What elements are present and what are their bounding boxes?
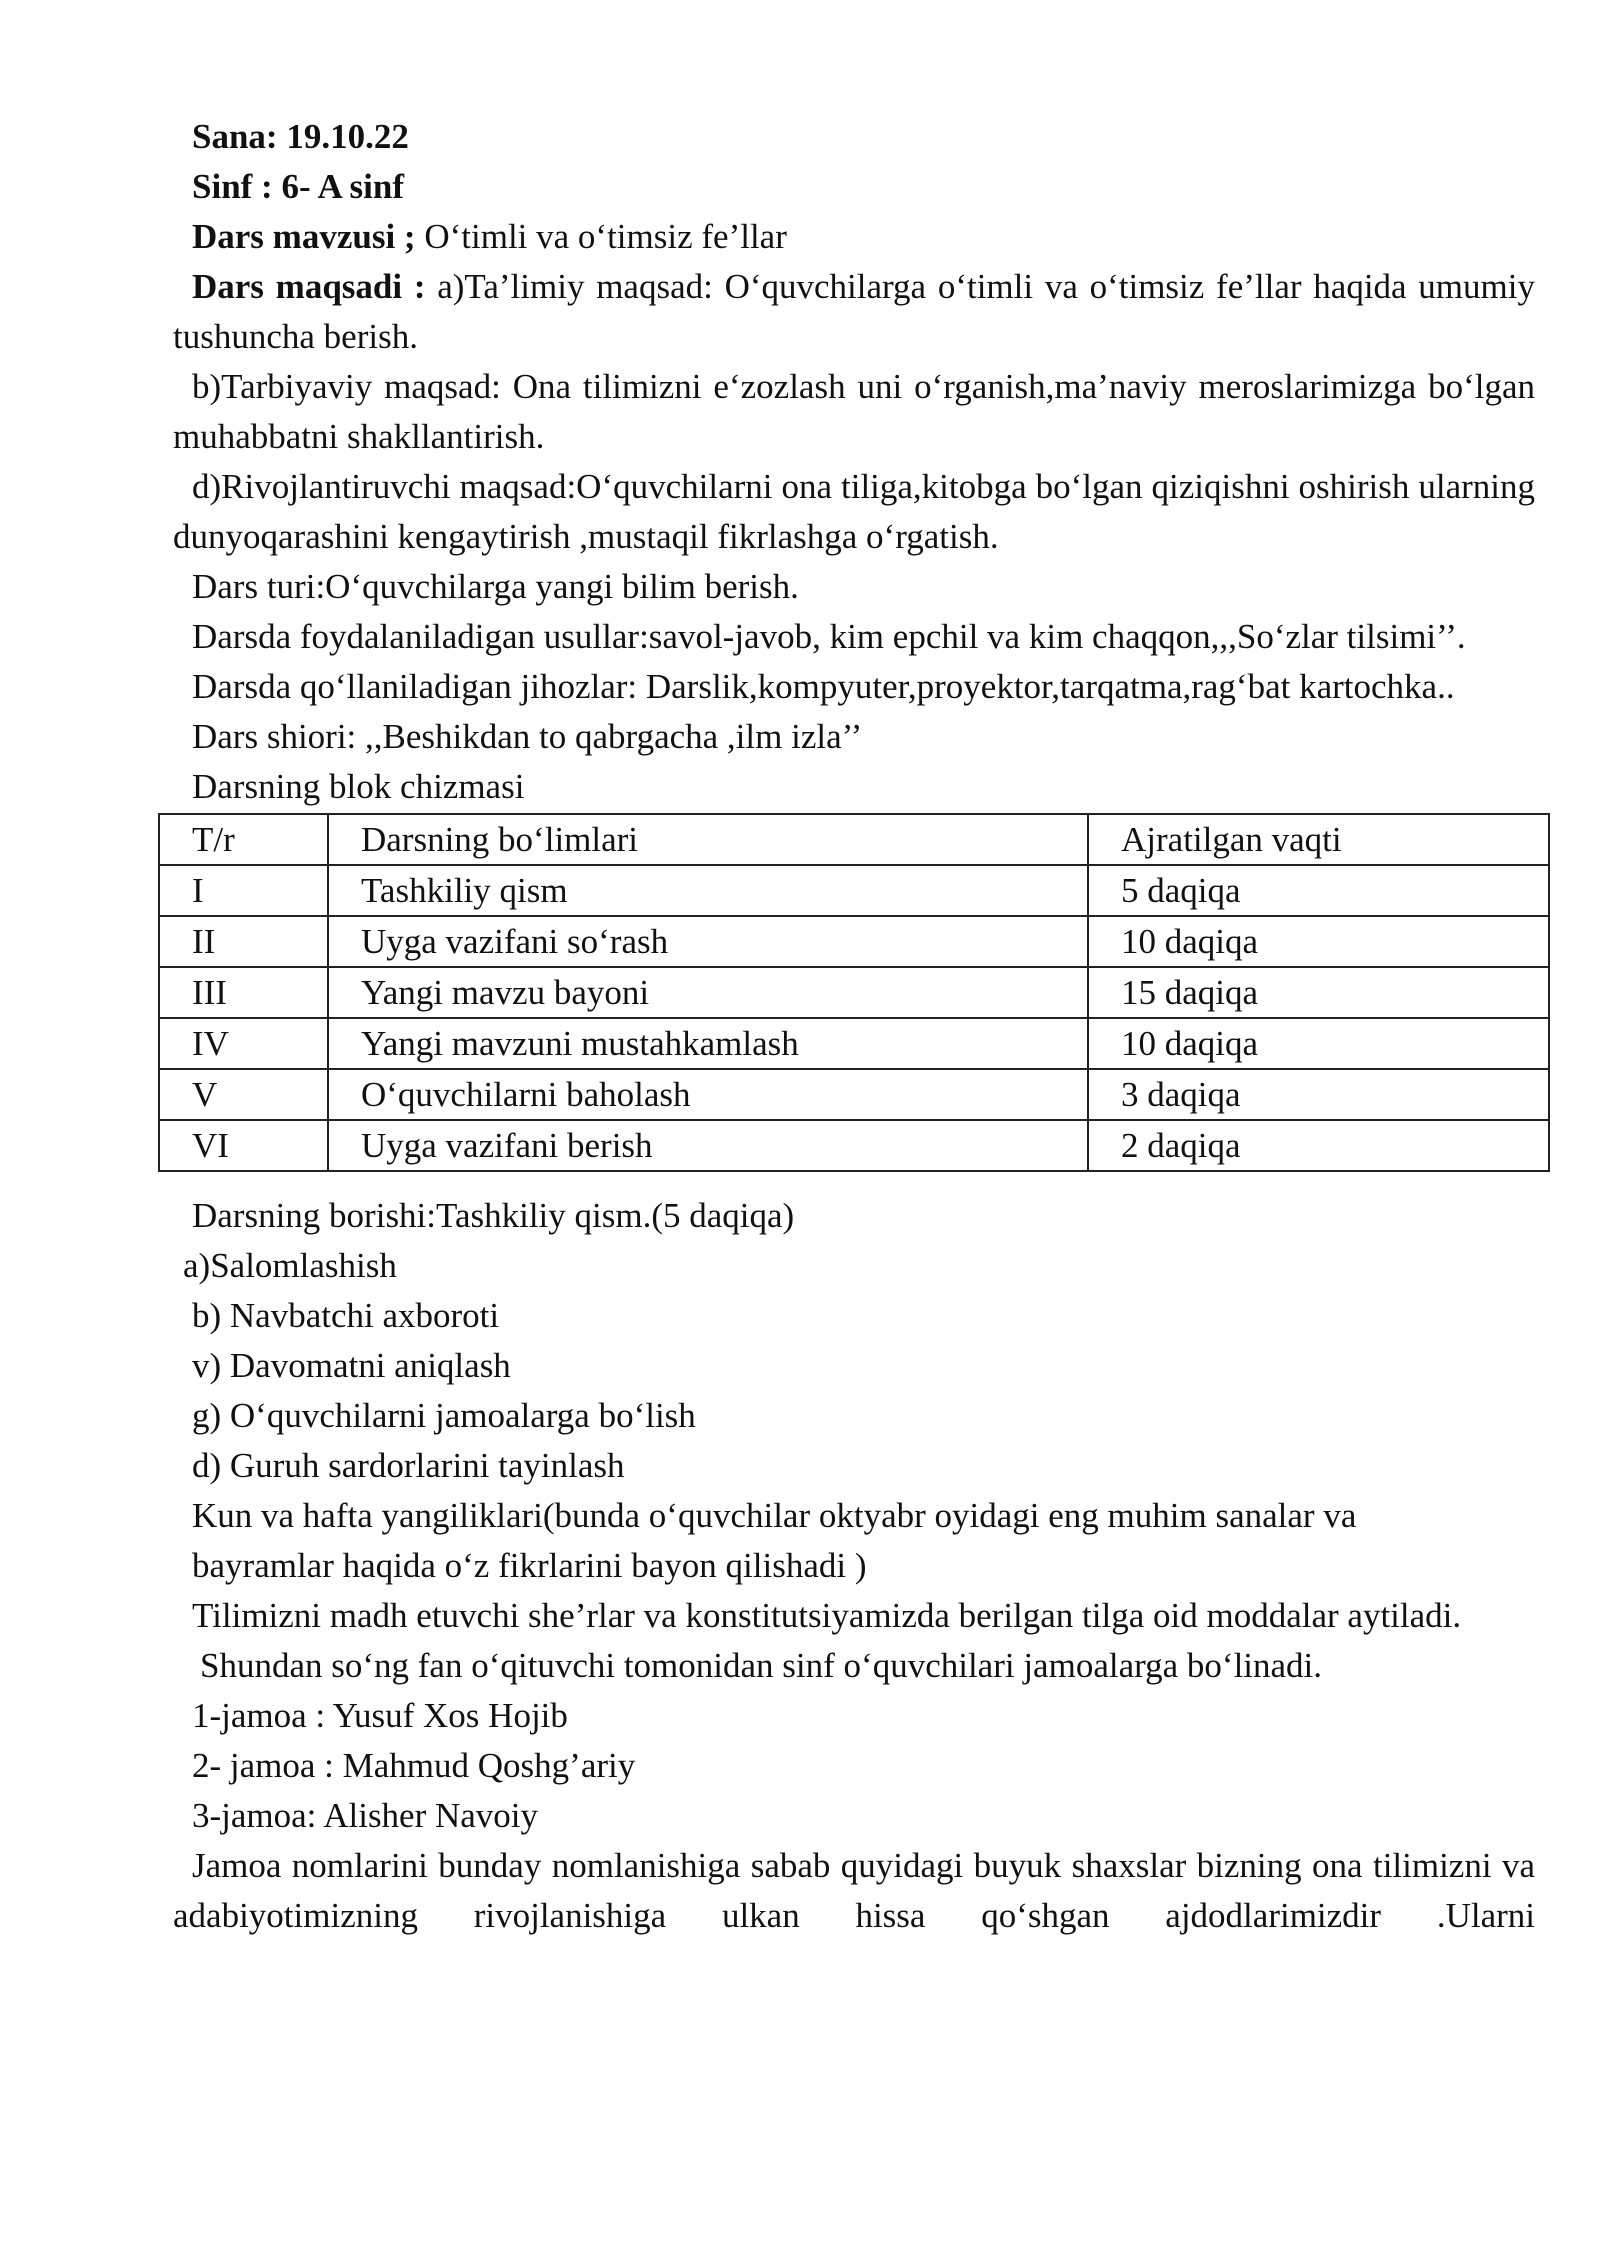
equipment-paragraph: Darsda qo‘llaniladigan jihozlar: Darslik,kompyuter,proyektor,tarqatma,rag‘bat kartochka.. <box>192 667 1455 706</box>
block-title: Darsning blok chizmasi <box>192 767 525 806</box>
closing-paragraph: Jamoa nomlarini bunday nomlanishiga sabab quyidagi buyuk shaxslar bizning ona tilimizni va adabiyotimizning rivojlanishiga ulkan hissa qo‘shgan ajdodlarimizdir .Ularni <box>173 1846 1535 1935</box>
table-row <box>159 916 1549 967</box>
list-item: g) O‘quvchilarni jamoalarga bo‘lish <box>192 1396 696 1435</box>
table-cell: VI <box>159 1120 328 1171</box>
table-row <box>159 1120 1549 1171</box>
table-cell: III <box>159 967 328 1018</box>
table-cell: Uyga vazifani so‘rash <box>328 916 1088 967</box>
poems-paragraph: Tilimizni madh etuvchi she’rlar va konstitutsiyamizda berilgan tilga oid moddalar aytiladi. <box>192 1596 1462 1635</box>
news-line-2: bayramlar haqida o‘z fikrlarini bayon qilishadi ) <box>192 1546 867 1585</box>
table-cell: Yangi mavzuni mustahkamlash <box>328 1018 1088 1069</box>
table-cell: 10 daqiqa <box>1088 916 1549 967</box>
division-line: Shundan so‘ng fan o‘qituvchi tomonidan sinf o‘quvchilari jamoalarga bo‘linadi. <box>200 1646 1323 1685</box>
motto-line: Dars shiori: ,,Beshikdan to qabrgacha ,ilm izla’’ <box>192 717 863 756</box>
document-page <box>173 112 1535 1941</box>
team-item: 3-jamoa: Alisher Navoiy <box>192 1796 539 1835</box>
goal-a-paragraph <box>173 262 1535 362</box>
table-cell: II <box>159 916 328 967</box>
goal-d-paragraph: d)Rivojlantiruvchi maqsad:O‘quvchilarni ona tiliga,kitobga bo‘lgan qiziqishni oshirish ularning dunyoqarashini kengaytirish ,mustaqil fikrlashga o‘rgatish. <box>173 467 1535 556</box>
block-table <box>158 813 1550 1172</box>
topic-label: Dars mavzusi ; <box>192 217 416 256</box>
table-cell: 10 daqiqa <box>1088 1018 1549 1069</box>
table-cell: O‘quvchilarni baholash <box>328 1069 1088 1120</box>
goal-b-paragraph: b)Tarbiyaviy maqsad: Ona tilimizni e‘zozlash uni o‘rganish,ma’naviy meroslarimizga bo‘lgan muhabbatni shakllantirish. <box>173 367 1535 456</box>
table-header-cell: T/r <box>159 814 328 865</box>
goal-label: Dars maqsadi : <box>192 267 426 306</box>
list-item: a)Salomlashish <box>183 1246 397 1285</box>
table-cell: I <box>159 865 328 916</box>
table-cell: Tashkiliy qism <box>328 865 1088 916</box>
table-header-cell: Darsning bo‘limlari <box>328 814 1088 865</box>
team-item: 2- jamoa : Mahmud Qoshg’ariy <box>192 1746 636 1785</box>
process-title: Darsning borishi:Tashkiliy qism.(5 daqiqa) <box>192 1196 795 1235</box>
class-line: Sinf : 6- A sinf <box>192 167 404 206</box>
team-item: 1-jamoa : Yusuf Xos Hojib <box>192 1696 568 1735</box>
table-cell: 2 daqiqa <box>1088 1120 1549 1171</box>
list-item: b) Navbatchi axboroti <box>192 1296 500 1335</box>
table-row <box>159 1018 1549 1069</box>
table-cell: Yangi mavzu bayoni <box>328 967 1088 1018</box>
table-cell: V <box>159 1069 328 1120</box>
lesson-type: Dars turi:O‘quvchilarga yangi bilim berish. <box>192 567 799 606</box>
table-row <box>159 1069 1549 1120</box>
table-row <box>159 865 1549 916</box>
date-line: Sana: 19.10.22 <box>192 117 409 156</box>
goal-a-text: a)Ta’limiy maqsad: O‘quvchilarga o‘timli va o‘timsiz fe’llar haqida umumiy tushuncha berish. <box>173 267 1535 356</box>
table-cell: 15 daqiqa <box>1088 967 1549 1018</box>
table-row <box>159 967 1549 1018</box>
table-cell: 5 daqiqa <box>1088 865 1549 916</box>
list-item: d) Guruh sardorlarini tayinlash <box>192 1446 625 1485</box>
table-header-cell: Ajratilgan vaqti <box>1088 814 1549 865</box>
methods-paragraph: Darsda foydalaniladigan usullar:savol-javob, kim epchil va kim chaqqon,,,So‘zlar tilsimi’’. <box>192 617 1466 656</box>
topic-value: O‘timli va o‘timsiz fe’llar <box>415 217 787 256</box>
table-cell: Uyga vazifani berish <box>328 1120 1088 1171</box>
table-cell: 3 daqiqa <box>1088 1069 1549 1120</box>
table-header-row <box>159 814 1549 865</box>
news-line-1: Kun va hafta yangiliklari(bunda o‘quvchilar oktyabr oyidagi eng muhim sanalar va <box>192 1496 1357 1535</box>
topic-line <box>173 212 1535 262</box>
table-cell: IV <box>159 1018 328 1069</box>
list-item: v) Davomatni aniqlash <box>192 1346 511 1385</box>
